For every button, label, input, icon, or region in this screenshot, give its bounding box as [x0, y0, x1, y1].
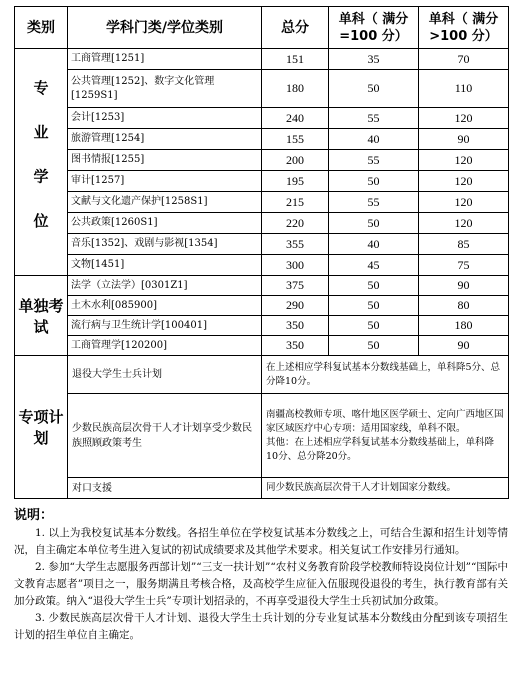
subject-cell: 流行病与卫生统计学[100401] — [68, 316, 262, 336]
table-row — [15, 478, 509, 499]
single-le100-cell: 50 — [329, 316, 419, 336]
notes-title: 说明： — [14, 508, 54, 523]
single-gt100-cell: 90 — [419, 276, 509, 296]
special-plan-note: 同少数民族高层次骨干人才计划国家分数线。 — [262, 478, 509, 499]
single-gt100-cell: 90 — [419, 336, 509, 356]
single-gt100-cell: 70 — [419, 49, 509, 70]
single-le100-cell: 35 — [329, 49, 419, 70]
subject-cell: 公共政策[1260S1] — [68, 213, 262, 234]
single-le100-cell: 50 — [329, 171, 419, 192]
single-gt100-cell: 120 — [419, 192, 509, 213]
table-row — [15, 255, 509, 276]
special-plan-note-b: 其他：在上述相应学科复试基本分数线基础上，单科降10分、总分降20分。 — [266, 436, 495, 462]
header-single-gt100: 单科（ 满分>100 分） — [419, 7, 509, 49]
total-cell: 151 — [262, 49, 329, 70]
subject-cell: 审计[1257] — [68, 171, 262, 192]
total-cell: 290 — [262, 296, 329, 316]
header-category: 类别 — [15, 7, 68, 49]
table-row — [15, 234, 509, 255]
single-gt100-cell: 120 — [419, 213, 509, 234]
score-table — [14, 6, 509, 499]
header-subject: 学科门类/学位类别 — [68, 7, 262, 49]
single-gt100-cell: 120 — [419, 171, 509, 192]
subject-cell: 公共管理[1252]、数字文化管理[1259S1] — [68, 70, 262, 108]
table-row — [15, 171, 509, 192]
total-cell: 215 — [262, 192, 329, 213]
single-le100-cell: 50 — [329, 70, 419, 108]
special-plan-note: 在上述相应学科复试基本分数线基础上，单科降5分、总分降10分。 — [262, 356, 509, 394]
table-row — [15, 192, 509, 213]
single-gt100-cell: 110 — [419, 70, 509, 108]
total-cell: 200 — [262, 150, 329, 171]
single-gt100-cell: 90 — [419, 129, 509, 150]
single-le100-cell: 55 — [329, 192, 419, 213]
table-row — [15, 213, 509, 234]
table-row — [15, 108, 509, 129]
single-le100-cell: 55 — [329, 108, 419, 129]
single-le100-cell: 50 — [329, 296, 419, 316]
single-le100-cell: 50 — [329, 276, 419, 296]
table-row — [15, 70, 509, 108]
single-gt100-cell: 180 — [419, 316, 509, 336]
total-cell: 155 — [262, 129, 329, 150]
single-gt100-cell: 120 — [419, 108, 509, 129]
group-special: 专项计划 — [15, 356, 68, 499]
subject-cell: 会计[1253] — [68, 108, 262, 129]
subject-cell: 图书情报[1255] — [68, 150, 262, 171]
table-row — [15, 129, 509, 150]
subject-cell: 法学（立法学）[0301Z1] — [68, 276, 262, 296]
total-cell: 195 — [262, 171, 329, 192]
total-cell: 220 — [262, 213, 329, 234]
single-le100-cell: 50 — [329, 336, 419, 356]
total-cell: 300 — [262, 255, 329, 276]
table-row — [15, 150, 509, 171]
note-item: 3. 少数民族高层次骨干人才计划、退役大学生士兵计划的分专业复试基本分数线由分配到该专项招生计划的招生单位自主确定。 — [14, 612, 508, 641]
total-cell: 180 — [262, 70, 329, 108]
total-cell: 240 — [262, 108, 329, 129]
table-row — [15, 316, 509, 336]
special-plan-name: 少数民族高层次骨干人才计划享受少数民族照顾政策考生 — [68, 394, 262, 478]
total-cell: 350 — [262, 316, 329, 336]
table-row — [15, 296, 509, 316]
single-le100-cell: 40 — [329, 129, 419, 150]
table-header-row — [15, 7, 509, 49]
table-row — [15, 336, 509, 356]
single-le100-cell: 40 — [329, 234, 419, 255]
special-plan-name: 退役大学生士兵计划 — [68, 356, 262, 394]
subject-cell: 旅游管理[1254] — [68, 129, 262, 150]
special-plan-note — [262, 394, 509, 478]
table-row — [15, 276, 509, 296]
single-le100-cell: 50 — [329, 213, 419, 234]
single-gt100-cell: 80 — [419, 296, 509, 316]
subject-cell: 音乐[1352]、戏剧与影视[1354] — [68, 234, 262, 255]
total-cell: 375 — [262, 276, 329, 296]
subject-cell: 文物[1451] — [68, 255, 262, 276]
total-cell: 355 — [262, 234, 329, 255]
table-row — [15, 394, 509, 478]
note-item: 1. 以上为我校复试基本分数线。各招生单位在学校复试基本分数线之上，可结合生源和招生计划等情况，自主确定本单位考生进入复试的初试成绩要求及其他学术要求。相关复试工作安排另行通知。 — [14, 527, 508, 556]
single-gt100-cell: 85 — [419, 234, 509, 255]
group-separate: 单独考试 — [15, 276, 68, 356]
notes-section — [14, 507, 508, 644]
subject-cell: 工商管理[1251] — [68, 49, 262, 70]
special-plan-name: 对口支援 — [68, 478, 262, 499]
header-single-le100: 单科（ 满分=100 分） — [329, 7, 419, 49]
group-professional: 专 业 学 位 — [15, 49, 68, 276]
table-row — [15, 356, 509, 394]
single-le100-cell: 45 — [329, 255, 419, 276]
note-item: 2. 参加“大学生志愿服务西部计划”“三支一扶计划”“农村义务教育阶段学校教师特设岗位计划”“国际中文教育志愿者”项目之一，服务期满且考核合格，及高校学生应征入伍服现役退役的考生，执行教育部有关加分政策。纳入“退役大学生士兵”专项计划招录的，不再享受退役大学生士兵初试加分政策。 — [14, 561, 508, 607]
subject-cell: 文献与文化遗产保护[1258S1] — [68, 192, 262, 213]
header-total: 总分 — [262, 7, 329, 49]
subject-cell: 工商管理学[120200] — [68, 336, 262, 356]
subject-cell: 土木水利[085900] — [68, 296, 262, 316]
total-cell: 350 — [262, 336, 329, 356]
single-gt100-cell: 120 — [419, 150, 509, 171]
special-plan-note-a: 南疆高校教师专项、喀什地区医学硕士、定向广西地区国家区域医疗中心专项：适用国家线，单科不限。 — [266, 408, 504, 434]
single-le100-cell: 55 — [329, 150, 419, 171]
single-gt100-cell: 75 — [419, 255, 509, 276]
table-row — [15, 49, 509, 70]
